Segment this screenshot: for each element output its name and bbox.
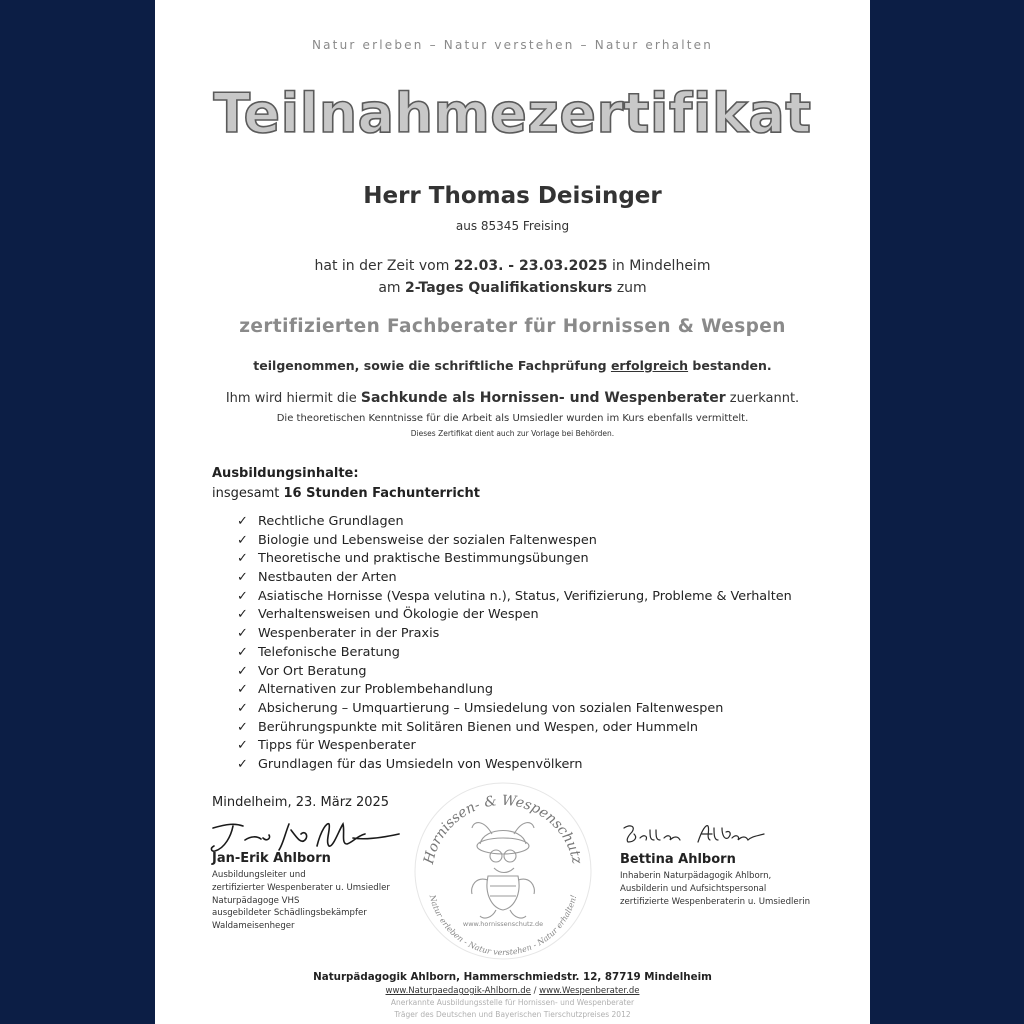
signer-description-line: zertifizierter Wespenberater u. Umsiedler [212, 882, 390, 893]
award-highlight: Sachkunde als Hornissen- und Wespenberater [360, 390, 726, 406]
training-item [237, 663, 792, 682]
certificate-page [155, 0, 870, 1024]
check-icon: ✓ [237, 551, 248, 567]
course-period [155, 258, 870, 274]
signer-left-name: Jan-Erik Ahlborn [212, 851, 331, 866]
exam-part1: teilgenommen, sowie die schriftliche Fachprüfung [253, 358, 611, 373]
training-heading: Ausbildungsinhalte: [212, 466, 359, 481]
exam-underlined: erfolgreich [610, 358, 689, 373]
award-suffix: zuerkannt. [725, 391, 800, 406]
footer-address: Naturpädagogik Ahlborn, Hammerschmiedstr. 12, 87719 Mindelheim [313, 971, 712, 983]
signer-description-line: Waldameisenheger [212, 921, 295, 932]
footer-link-naturpaedagogik[interactable]: www.Naturpaedagogik-Ahlborn.de [385, 986, 531, 996]
course-title: zertifizierten Fachberater für Hornissen & Wespen [239, 316, 786, 337]
training-item-label: Rechtliche Grundlagen [258, 514, 404, 529]
award-prefix: Ihm wird hiermit die [225, 391, 361, 406]
training-item-label: Telefonische Beratung [258, 644, 400, 660]
stamp-url: www.hornissenschutz.de [462, 920, 544, 928]
signer-description-line: zertifizierte Wespenberaterin u. Umsiedlerin [620, 896, 811, 907]
certificate-title: Teilnahmezertifikat [213, 82, 812, 145]
training-item [237, 644, 792, 663]
stamp-top-text: Hornissen- & Wespenschutz [421, 792, 585, 866]
course-line-suffix: zum [612, 280, 647, 296]
check-icon: ✓ [237, 514, 248, 529]
check-icon: ✓ [237, 588, 248, 604]
check-icon: ✓ [237, 663, 248, 679]
training-list [237, 513, 792, 775]
training-item-label: Alternativen zur Problembehandlung [258, 682, 493, 698]
training-item-label: Biologie und Lebensweise der sozialen Faltenwespen [258, 532, 597, 548]
training-item-label: Grundlagen für das Umsiedeln von Wespenvölkern [258, 756, 583, 772]
period-dates: 22.03. - 23.03.2025 [453, 258, 608, 274]
signer-description-line: ausgebildeter Schädlingsbekämpfer [212, 908, 367, 919]
check-icon: ✓ [237, 682, 248, 698]
training-item-label: Tipps für Wespenberater [258, 738, 416, 754]
training-item-label: Nestbauten der Arten [258, 570, 397, 586]
training-item-label: Asiatische Hornisse (Vespa velutina n.), Status, Verifizierung, Probleme & Verhalten [258, 588, 792, 604]
check-icon: ✓ [237, 644, 248, 660]
check-icon: ✓ [237, 532, 248, 548]
check-icon: ✓ [237, 570, 248, 586]
signer-description-line: Naturpädagoge VHS [212, 895, 300, 906]
signer-right-description [620, 870, 810, 908]
training-item-label: Wespenberater in der Praxis [258, 626, 440, 642]
training-item [237, 719, 792, 738]
place-date: Mindelheim, 23. März 2025 [212, 795, 390, 810]
training-total [212, 486, 480, 501]
stamp-seal [410, 776, 595, 961]
training-item-label: Berührungspunkte mit Solitären Bienen und Wespen, oder Hummeln [258, 719, 699, 735]
course-line-name: 2-Tages Qualifikationskurs [404, 280, 613, 296]
training-item [237, 737, 792, 756]
training-item [237, 756, 792, 775]
period-suffix: in Mindelheim [607, 258, 711, 274]
signer-left-description [212, 869, 390, 933]
training-item [237, 550, 792, 569]
course-line [155, 280, 870, 296]
footer-award: Träger des Deutschen und Bayerischen Tierschutzpreises 2012 [394, 1010, 631, 1019]
signer-description-line: Ausbilderin und Aufsichtspersonal [620, 883, 767, 894]
note-authorities: Dieses Zertifikat dient auch zur Vorlage bei Behörden. [410, 429, 615, 438]
signature-right [620, 820, 770, 850]
training-total-prefix: insgesamt [212, 486, 284, 501]
training-item-label: Absicherung – Umquartierung – Umsiedelung von sozialen Faltenwespen [258, 700, 724, 716]
training-item [237, 625, 792, 644]
check-icon: ✓ [237, 756, 248, 772]
signer-right-name: Bettina Ahlborn [620, 852, 736, 867]
signer-description-line: Ausbildungsleiter und [212, 870, 306, 880]
training-item-label: Verhaltensweisen und Ökologie der Wespen [258, 607, 539, 623]
participant-origin: aus 85345 Freising [455, 219, 570, 233]
signer-description-line: Inhaberin Naturpädagogik Ahlborn, [620, 871, 772, 881]
motto: Natur erleben – Natur verstehen – Natur erhalten [311, 38, 714, 52]
check-icon: ✓ [237, 700, 248, 716]
training-item [237, 588, 792, 607]
check-icon: ✓ [237, 607, 248, 623]
check-icon: ✓ [237, 626, 248, 642]
footer-links [155, 986, 870, 996]
check-icon: ✓ [237, 719, 248, 735]
period-prefix: hat in der Zeit vom [314, 258, 454, 274]
training-item [237, 569, 792, 588]
exam-part2: bestanden. [688, 358, 772, 373]
exam-line [155, 358, 870, 373]
participant-name: Herr Thomas Deisinger [363, 183, 662, 209]
training-item [237, 606, 792, 625]
footer-link-separator: / [530, 986, 540, 996]
course-line-prefix: am [378, 280, 405, 296]
hornet-mascot-icon [472, 823, 535, 918]
check-icon: ✓ [237, 738, 248, 754]
stamp-bottom-text: Natur erleben - Natur verstehen - Natur erhalten! [427, 893, 579, 958]
footer-link-wespenberater[interactable]: www.Wespenberater.de [539, 986, 640, 996]
award-line [155, 390, 870, 406]
training-item [237, 532, 792, 551]
training-item-label: Theoretische und praktische Bestimmungsübungen [258, 551, 589, 567]
footer-recognition: Anerkannte Ausbildungsstelle für Hornissen- und Wespenberater [390, 998, 635, 1007]
training-item [237, 681, 792, 700]
training-item [237, 513, 792, 532]
training-item-label: Vor Ort Beratung [258, 663, 367, 679]
training-item [237, 700, 792, 719]
training-total-hours: 16 Stunden Fachunterricht [283, 486, 480, 501]
note-theory: Die theoretischen Kenntnisse für die Arbeit als Umsiedler wurden im Kurs ebenfalls vermittelt. [276, 413, 749, 424]
